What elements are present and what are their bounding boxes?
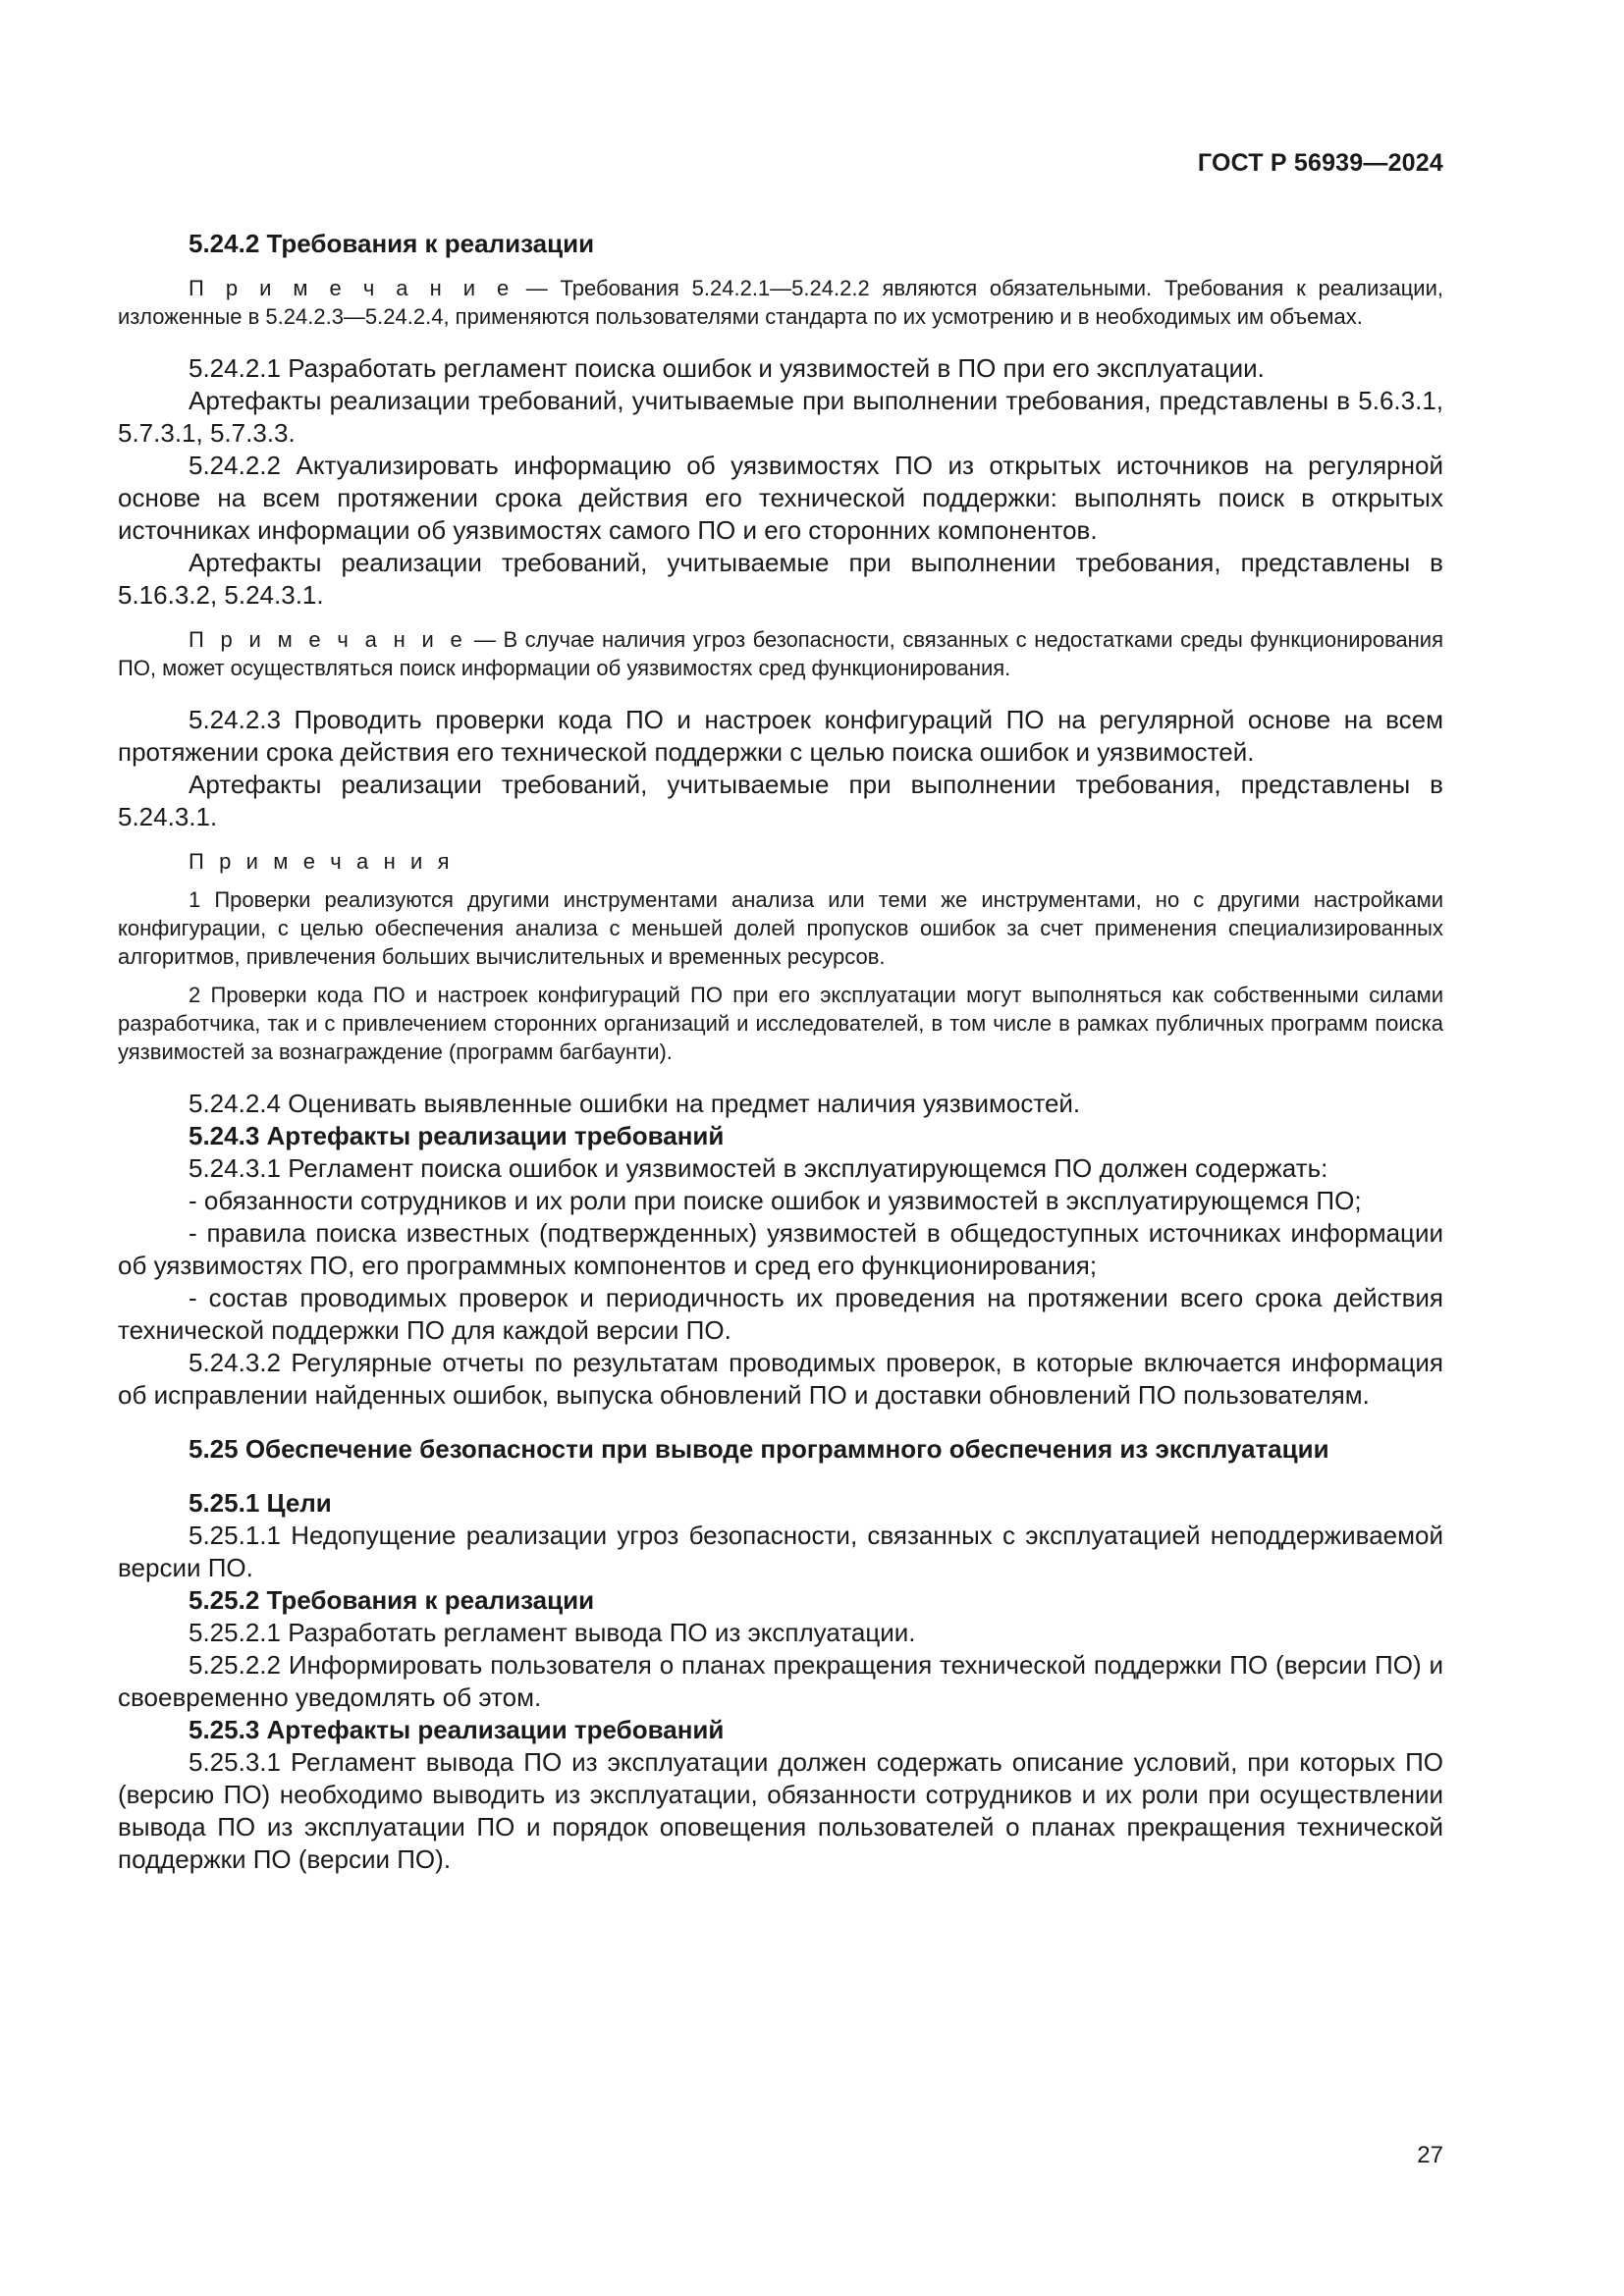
note-label: П р и м е ч а н и е [189,627,467,652]
heading-5-25-3: 5.25.3 Артефакты реализации требований [189,1715,725,1744]
notes-label [118,847,1443,876]
heading-5-24-2: 5.24.2 Требования к реализации [189,229,595,258]
paragraph-artifacts-3: Артефакты реализации требований, учитываемые при выполнении требования, представлены в 5.24.3.1. [118,770,1443,831]
paragraph-5-25-2-1: 5.25.2.1 Разработать регламент вывода ПО из эксплуатации. [189,1618,916,1647]
paragraph-artifacts-2: Артефакты реализации требований, учитываемые при выполнении требования, представлены в 5.16.3.2, 5.24.3.1. [118,548,1443,610]
note-1 [118,274,1443,331]
page-number: 27 [1417,2142,1443,2168]
paragraph-5-25-3-1: 5.25.3.1 Регламент вывода ПО из эксплуатации должен содержать описание условий, при которых ПО (версию ПО) необходимо выводить из эксплуатации, обязанности сотрудников и их роли при осуществлении вывода ПО из эксплуатации ПО и порядок оповещения пользователей о планах прекращения технической поддержки ПО (версии ПО). [118,1747,1443,1874]
note-2 [118,625,1443,682]
paragraph-artifacts-1: Артефакты реализации требований, учитываемые при выполнении требования, представлены в 5.6.3.1, 5.7.3.1, 5.7.3.3. [118,386,1443,448]
notes-label-text: П р и м е ч а н и я [189,849,455,874]
list-item-3: - состав проводимых проверок и периодичность их проведения на протяжении всего срока действия технической поддержки ПО для каждой версии ПО. [118,1283,1443,1345]
paragraph-5-24-2-4: 5.24.2.4 Оценивать выявленные ошибки на предмет наличия уязвимостей. [189,1089,1081,1118]
heading-5-24-3: 5.24.3 Артефакты реализации требований [189,1121,725,1150]
document-code: ГОСТ Р 56939—2024 [1197,149,1443,177]
paragraph-5-25-2-2: 5.25.2.2 Информировать пользователя о планах прекращения технической поддержки ПО (версии ПО) и своевременно уведомлять об этом. [118,1650,1443,1712]
paragraph-5-24-3-1: 5.24.3.1 Регламент поиска ошибок и уязвимостей в эксплуатирующемся ПО должен содержать: [189,1153,1328,1183]
note-item-1: 1 Проверки реализуются другими инструментами анализа или теми же инструментами, но с другими настройками конфигурации, с целью обеспечения анализа с меньшей долей пропусков ошибок за счет применения специализированных алгоритмов, привлечения больших вычислительных и временных ресурсов. [118,887,1443,969]
note-label: П р и м е ч а н и е [189,276,514,300]
note-text: — В случае наличия угроз безопасности, связанных с недостатками среды функционирования ПО, может осуществляться поиск информации об уязвимостях сред функционирования. [118,627,1444,680]
paragraph-5-24-3-2: 5.24.3.2 Регулярные отчеты по результатам проводимых проверок, в которые включается информация об исправлении найденных ошибок, выпуска обновлений ПО и доставки обновлений ПО пользователям. [118,1348,1443,1410]
note-item-2: 2 Проверки кода ПО и настроек конфигураций ПО при его эксплуатации могут выполняться как собственными силами разработчика, так и с привлечением сторонних организаций и исследователей, в том числе в рамках публичных программ поиска уязвимостей за вознаграждение (программ багбаунти). [118,983,1443,1064]
paragraph-5-24-2-3: 5.24.2.3 Проводить проверки кода ПО и настроек конфигураций ПО на регулярной основе на всем протяжении срока действия его технической поддержки с целью поиска ошибок и уязвимостей. [118,705,1443,767]
paragraph-5-24-2-2: 5.24.2.2 Актуализировать информацию об уязвимостях ПО из открытых источников на регулярной основе на всем протяжении срока действия его технической поддержки: выполнять поиск в открытых источниках информации об уязвимостях самого ПО и его сторонних компонентов. [118,451,1443,545]
heading-5-25-2: 5.25.2 Требования к реализации [189,1585,595,1615]
list-item-1: - обязанности сотрудников и их роли при поиске ошибок и уязвимостей в эксплуатирующемся ПО; [189,1186,1362,1215]
heading-5-25: 5.25 Обеспечение безопасности при выводе программного обеспечения из эксплуатации [189,1434,1329,1464]
document-body [118,228,1443,1876]
paragraph-5-25-1-1: 5.25.1.1 Недопущение реализации угроз безопасности, связанных с эксплуатацией неподдерживаемой версии ПО. [118,1521,1443,1582]
paragraph-5-24-2-1: 5.24.2.1 Разработать регламент поиска ошибок и уязвимостей в ПО при его эксплуатации. [189,353,1265,383]
heading-5-25-1: 5.25.1 Цели [189,1488,332,1518]
note-text: — Требования 5.24.2.1—5.24.2.2 являются обязательными. Требования к реализации, изложенные в 5.24.2.3—5.24.2.4, применяются пользователями стандарта по их усмотрению и в необходимых им объемах. [118,276,1443,329]
list-item-2: - правила поиска известных (подтвержденных) уязвимостей в общедоступных источниках информации об уязвимостях ПО, его программных компонентов и сред его функционирования; [118,1218,1443,1280]
